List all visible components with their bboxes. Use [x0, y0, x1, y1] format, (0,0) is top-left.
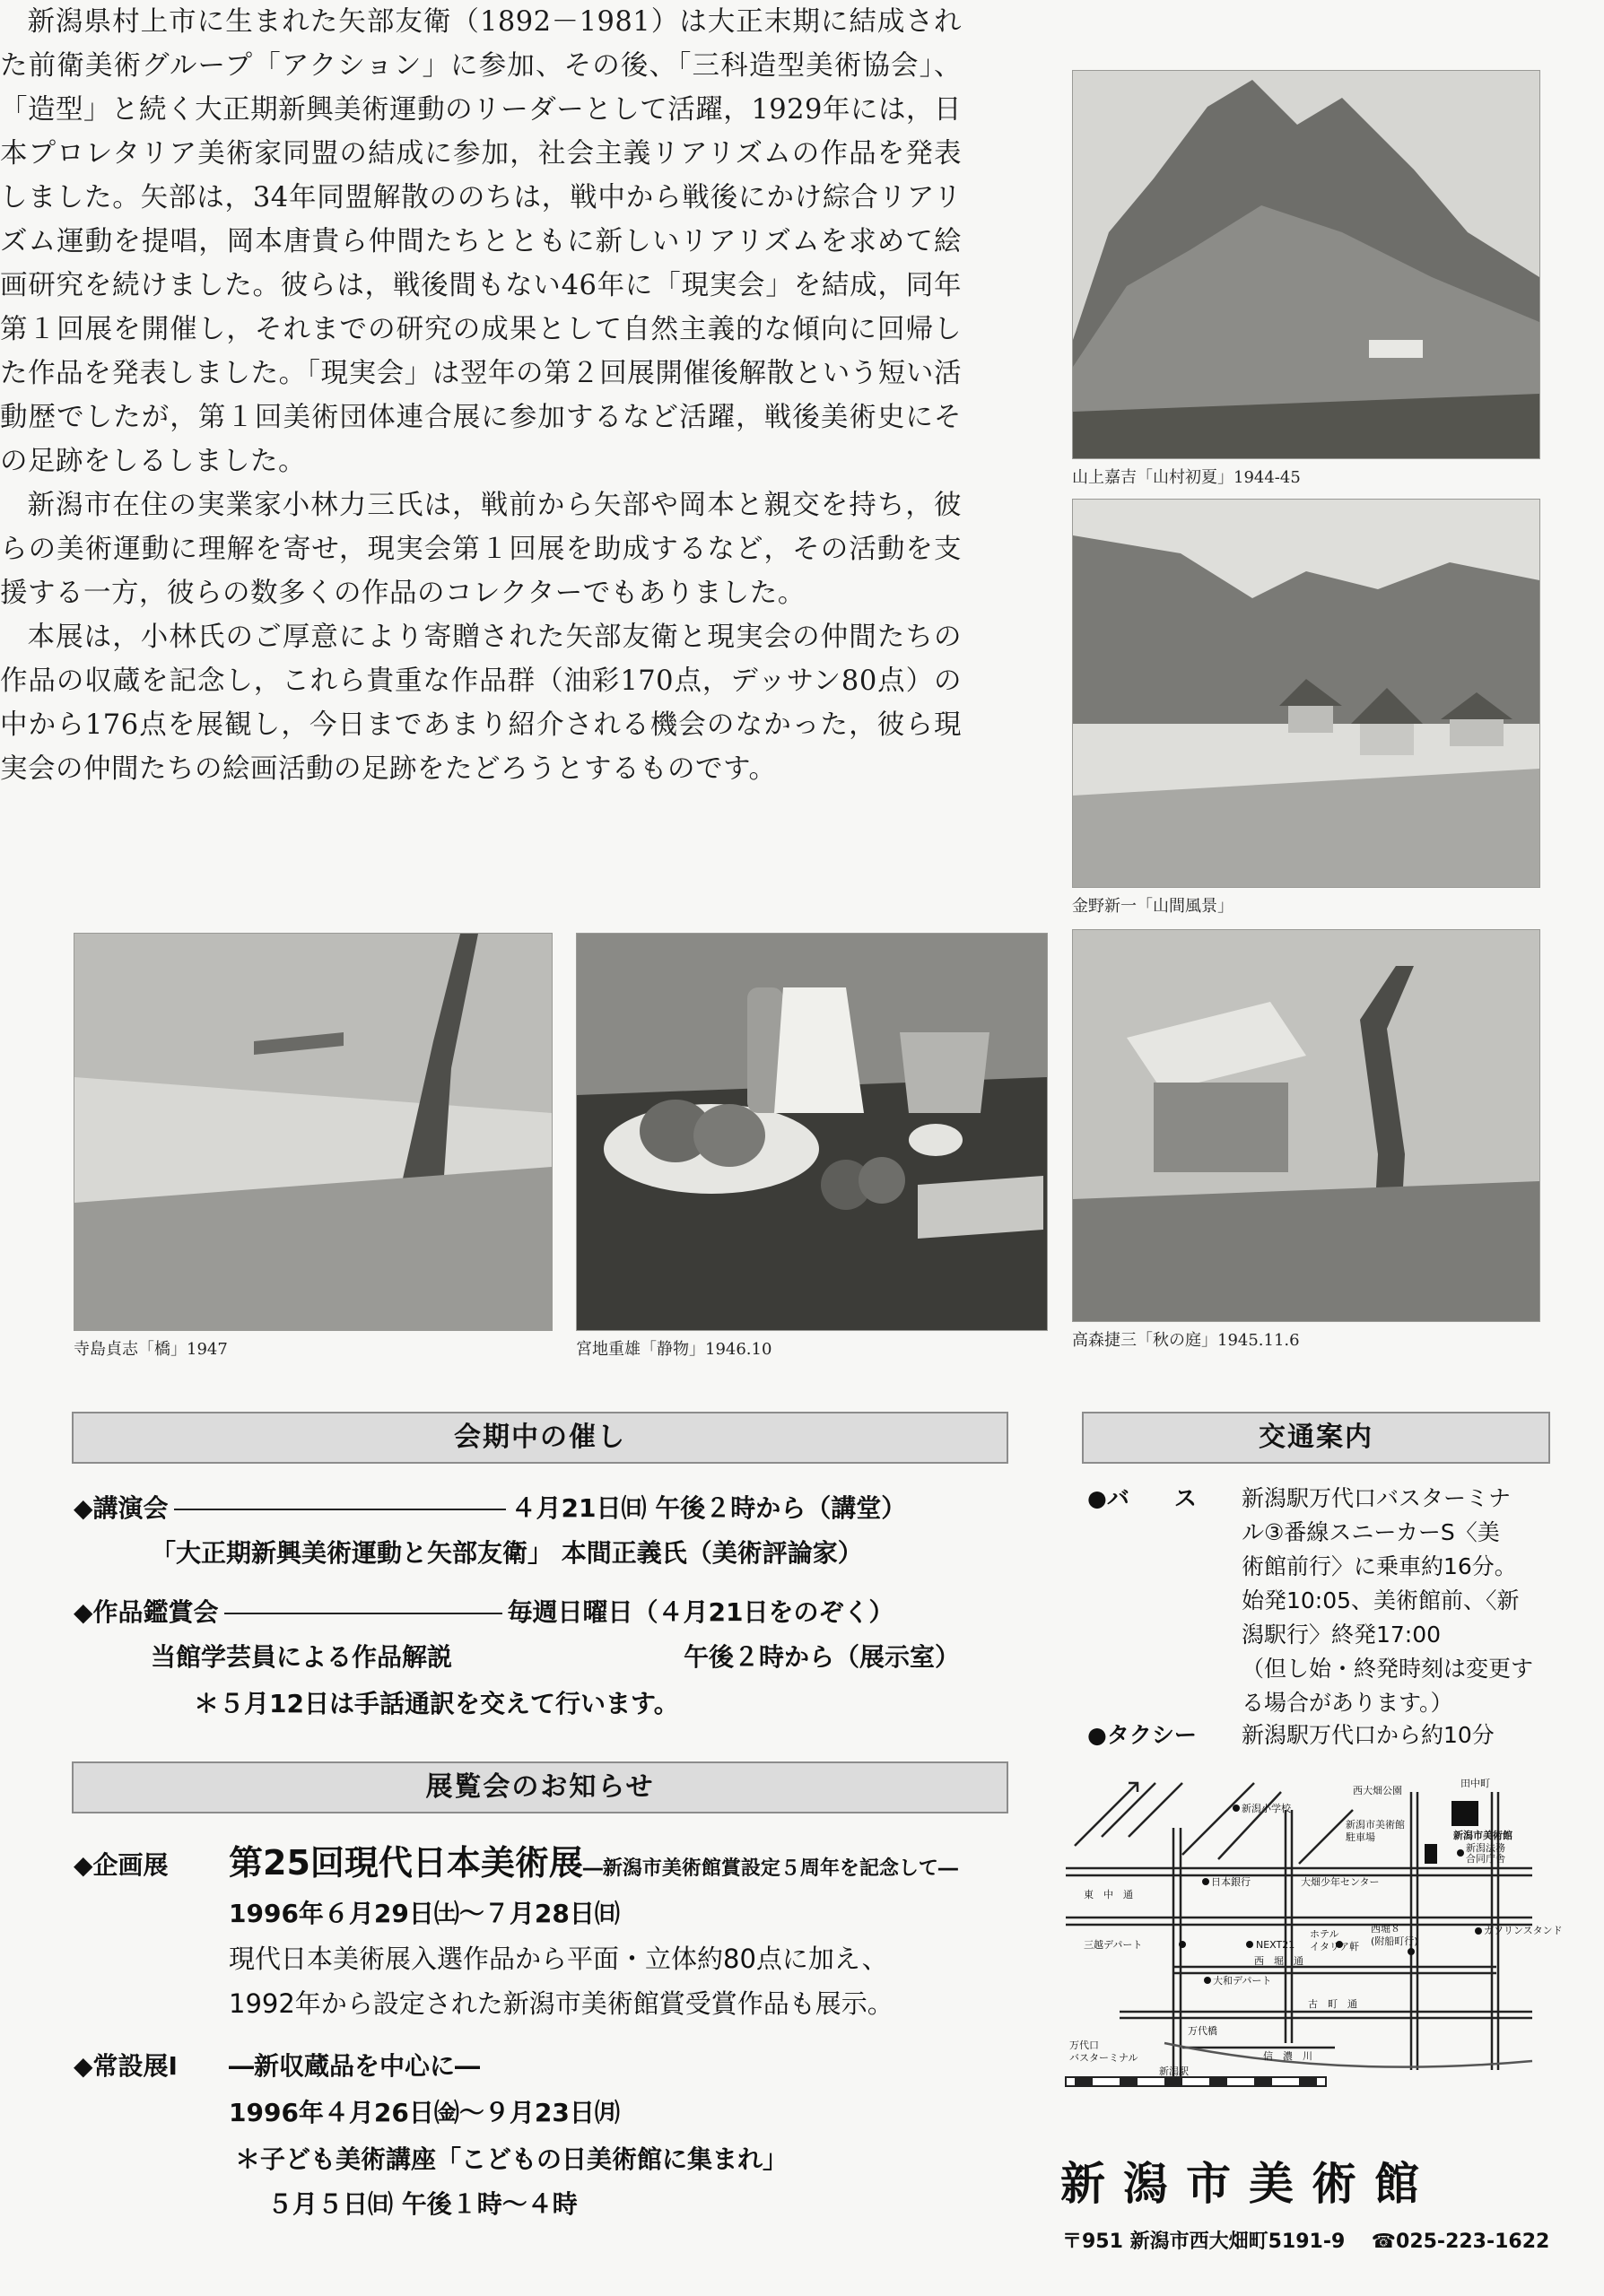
map-label-next21: NEXT21 — [1256, 1939, 1295, 1951]
access-taxi-text: 新潟駅万代口から約10分 — [1242, 1722, 1495, 1748]
artwork-miyaji-image — [576, 933, 1048, 1331]
exhibition-special-title: 第25回現代日本美術展 — [229, 1843, 583, 1883]
map-label-nishibori8: 西堀８ — [1371, 1923, 1400, 1935]
map-label-park: 西大畑公園 — [1353, 1785, 1402, 1796]
exhibition-permanent-dates: 1996年４月26日㈮～９月23日㈪ — [229, 2098, 620, 2127]
map-label-youth-center: 大畑少年センター — [1301, 1876, 1380, 1888]
intro-paragraph-3: 本展は，小林氏のご厚意により寄贈された矢部友衛と現実会の仲間たちの作品の収蔵を記念し，これら貴重な作品群（油彩170点，デッサン80点）の中から176点を展観し，今日まであまり紹介される機会のなかった，彼ら現実会の仲間たちの絵画活動の足跡をたどろうとするものです。 — [0, 622, 962, 785]
map-label-hotel2: イタリア軒 — [1310, 1941, 1359, 1952]
exhibition-special-dates: 1996年６月29日㈯～７月28日㈰ — [229, 1899, 620, 1928]
exhibition-special-desc-2: 1992年から設定された新潟市美術館賞受賞作品も展示。 — [229, 1988, 894, 2019]
exhibition-special-subtitle: ―新潟市美術館賞設定５周年を記念して― — [582, 1857, 958, 1880]
map-label-nichigin: 日本銀行 — [1211, 1876, 1251, 1888]
map-label-higashinaka: 東 中 通 — [1084, 1889, 1133, 1900]
intro-paragraph-2: 新潟市在住の実業家小林力三氏は，戦前から矢部や岡本と親交を持ち，彼らの美術運動に理解を寄せ，現実会第１回展を助成するなど，その活動を支援する一方，彼らの数多くの作品のコレクターでもありました。 — [0, 490, 962, 609]
map-label-court: 新潟法務 — [1466, 1842, 1505, 1854]
artwork-miyaji-caption: 宮地重雄「静物」1946.10 — [576, 1340, 772, 1359]
map-label-elementary: 新潟小学校 — [1242, 1803, 1291, 1814]
artwork-terashima-caption: 寺島貞志「橋」1947 — [74, 1340, 228, 1359]
event-lecture-label: ◆講演会 — [74, 1493, 169, 1523]
event-viewing — [74, 1593, 894, 1629]
event-lecture — [74, 1489, 906, 1525]
map-label-nishibori8b: (附船町行) — [1371, 1935, 1418, 1947]
artwork-yamagami-image — [1072, 70, 1540, 459]
artwork-takamori — [1072, 929, 1540, 1363]
access-bus-line-7: る場合があります。） — [1242, 1690, 1453, 1716]
museum-phone[interactable]: ☎025-223-1622 — [1371, 2231, 1550, 2253]
exhibitions-heading: 展覧会のお知らせ — [72, 1761, 1008, 1813]
access-bus-text — [1242, 1482, 1551, 1720]
access-bus-line-4: 始発10:05、美術館前、〈新 — [1242, 1587, 1520, 1613]
access-map — [1066, 1774, 1563, 2097]
exhibition-special-desc-1: 現代日本美術展入選作品から平面・立体約80点に加え、 — [229, 1944, 888, 1974]
map-label-bandai-bridge: 万代橋 — [1188, 2025, 1217, 2037]
artwork-terashima — [74, 933, 553, 1363]
museum-address: 〒951 新潟市西大畑町5191-9 — [1062, 2231, 1346, 2253]
map-label-shinano: 信 濃 川 — [1263, 2050, 1312, 2062]
map-label-daiwa: 大和デパート — [1213, 1975, 1272, 1987]
museum-marker-icon — [1451, 1801, 1478, 1826]
artwork-kaneno — [1072, 499, 1540, 920]
exhibition-permanent-title: ―新収蔵品を中心に― — [229, 2051, 481, 2081]
event-viewing-label: ◆作品鑑賞会 — [74, 1597, 219, 1627]
artwork-takamori-image — [1072, 929, 1540, 1322]
map-label-furumachi: 古 町 通 — [1308, 1998, 1357, 2010]
intro-paragraph-1: 新潟県村上市に生まれた矢部友衛（1892－1981）は大正末期に結成された前衛美術グループ「アクション」に参加、その後、「三科造型美術協会」、「造型」と続く大正期新興美術運動のリーダーとして活躍，1929年には，日本プロレタリア美術家同盟の結成に参加，社会主義リアリズムの作品を発表しました。矢部は，34年同盟解散ののちは，戦中から戦後にかけ綜合リアリズム運動を提唱，岡本唐貴ら仲間たちとともに新しいリアリズムを求めて絵画研究を続けました。彼らは，戦後間もない46年に「現実会」を結成，同年第１回展を開催し，それまでの研究の成果として自然主義的な傾向に回帰した作品を発表しました。「現実会」は翌年の第２回展開催後解散という短い活動歴でしたが，第１回美術団体連合展に参加するなど活躍，戦後美術史にその足跡をしるしました。 — [0, 6, 962, 477]
exhibition-permanent-note-time: ５月５日㈰ 午後１時～４時 — [267, 2189, 578, 2219]
map-label-mitsukoshi: 三越デパート — [1084, 1939, 1143, 1951]
artwork-kaneno-caption: 金野新一「山間風景」 — [1072, 897, 1234, 916]
exhibition-permanent-note: ＊子ども美術講座「こどもの日美術館に集まれ」 — [235, 2144, 789, 2174]
map-label-gas: ガソリンスタンド — [1484, 1925, 1563, 1936]
event-viewing-note: ＊５月12日は手話通訳を交えて行います。 — [194, 1689, 679, 1718]
map-label-station: 新潟駅 — [1159, 2066, 1189, 2077]
artwork-miyaji — [576, 933, 1048, 1363]
event-viewing-time: 午後２時から（展示室） — [684, 1642, 961, 1672]
access-heading: 交通案内 — [1082, 1412, 1550, 1464]
events-heading: 会期中の催し — [72, 1412, 1008, 1464]
access-bus-line-6: （但し始・終発時刻は変更す — [1242, 1656, 1534, 1682]
artwork-yamagami-caption: 山上嘉吉「山村初夏」1944-45 — [1072, 468, 1301, 487]
exhibition-permanent-label: ◆常設展Ⅰ — [74, 2051, 178, 2081]
event-viewing-date: 毎週日曜日（４月21日をのぞく） — [507, 1597, 894, 1627]
map-label-museum: 新潟市美術館 — [1453, 1830, 1512, 1841]
map-label-bus-terminal: バスターミナル — [1069, 2052, 1138, 2064]
map-label-hotel: ホテル — [1310, 1928, 1339, 1940]
exhibition-special-heading — [229, 1835, 958, 1884]
map-label-court2: 合同庁舎 — [1466, 1853, 1505, 1865]
access-bus-line-3: 術館前行〉に乗車約16分。 — [1242, 1553, 1517, 1579]
museum-contact — [1062, 2226, 1549, 2254]
artwork-terashima-image — [74, 933, 553, 1331]
map-label-tanaka: 田中町 — [1460, 1778, 1490, 1789]
access-bus-line-1: 新潟駅万代口バスターミナ — [1242, 1485, 1512, 1511]
access-taxi-label: ●タクシー — [1087, 1722, 1197, 1748]
intro-text — [0, 0, 962, 791]
map-label-nishibori: 西 堀 通 — [1254, 1955, 1303, 1967]
museum-name: 新潟市美術館 — [1060, 2158, 1437, 2210]
access-map-svg — [1066, 1774, 1563, 2097]
artwork-takamori-caption: 高森捷三「秋の庭」1945.11.6 — [1072, 1331, 1300, 1350]
map-label-bandaiguchi: 万代口 — [1069, 2039, 1099, 2051]
event-lecture-detail: 「大正期新興美術運動と矢部友衛」 本間正義氏（美術評論家） — [151, 1538, 863, 1568]
artwork-kaneno-image — [1072, 499, 1540, 888]
access-bus-label: ●バ ス — [1087, 1485, 1197, 1511]
artwork-yamagami — [1072, 70, 1540, 491]
access-bus-line-2: ル③番線スニーカーS〈美 — [1242, 1519, 1500, 1545]
event-lecture-date: ４月21日㈰ 午後２時から（講堂） — [510, 1493, 907, 1523]
event-viewing-detail: 当館学芸員による作品解説 — [151, 1642, 453, 1672]
parking-marker-icon — [1425, 1844, 1437, 1864]
map-label-parking: 駐車場 — [1346, 1831, 1375, 1843]
map-label-museum-parking: 新潟市美術館 — [1346, 1819, 1405, 1831]
access-bus-line-5: 潟駅行〉終発17:00 — [1242, 1622, 1442, 1648]
exhibition-special-label: ◆企画展 — [74, 1850, 169, 1880]
